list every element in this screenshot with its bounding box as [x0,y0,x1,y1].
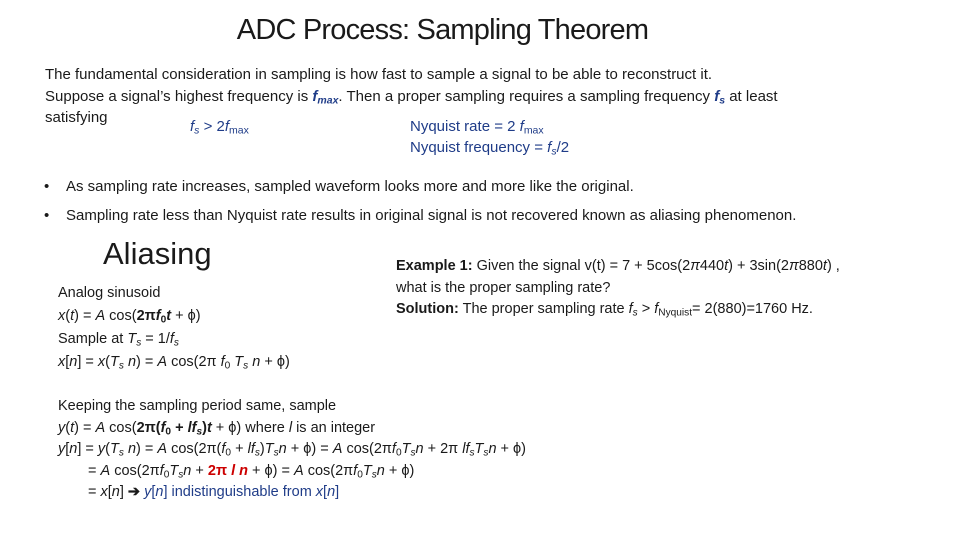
formula-fragment: n [278,441,287,457]
discrete-equation [58,352,290,372]
formula-fragment: [ [107,484,112,500]
formula-fragment: π [789,258,799,274]
formula-fragment: 2π [136,308,156,324]
formula-fragment: cos(2π [303,463,354,479]
formula-fragment: ) , [826,258,840,274]
analog-equation [58,306,201,326]
formula-fragment: A [294,463,304,479]
formula-fragment: Sample at [58,331,128,347]
formula-fragment: [ [65,354,70,370]
formula-fragment: ( [105,441,111,457]
formula-fragment: n [155,484,164,500]
formula-fragment: ] = [77,354,98,370]
formula-fragment: 2π [207,463,232,479]
formula-fragment: cos( [105,420,137,436]
formula-fragment: Example 1: [396,258,473,274]
formula-fragment: t [206,420,212,436]
formula-fragment: T [362,463,372,479]
formula-fragment: t [166,308,172,324]
formula-fragment: ( [105,354,111,370]
aliasing-heading: Aliasing [103,236,212,271]
formula-fragment: + ϕ) [260,354,290,370]
formula-fragment: T [474,441,484,457]
sample-period-equation [58,329,179,349]
formula-fragment: 0 [225,447,232,459]
keeping-line-4 [88,461,414,481]
bullet-item: • As sampling rate increases, sampled waveform looks more and more like the original. [44,178,634,195]
formula-fragment: cos(2π [167,354,221,370]
formula-fragment: t [70,420,75,436]
formula-fragment: s [173,337,179,349]
formula-fragment: t [724,258,729,274]
formula-fragment: ] indistinguishable from [163,484,316,500]
formula-fragment: t [70,308,75,324]
formula-fragment: Solution: [396,301,459,317]
formula-fragment: The proper sampling rate [458,301,629,317]
formula-fragment: n [69,354,78,370]
formula-fragment: t [822,258,827,274]
keeping-line-1 [58,396,336,416]
formula-fragment: 0 [160,314,167,326]
fmax-symbol: $f_{max}$ [312,88,339,107]
bullet-marker: • [44,178,50,195]
formula-fragment: [ [323,484,328,500]
formula-fragment: y [144,484,152,500]
formula-fragment: = [88,463,101,479]
formula-fragment: 0 [163,469,170,481]
formula-fragment: 0 [395,447,402,459]
formula-fragment: + ϕ) where [211,420,289,436]
formula-fragment: + ϕ) [496,441,527,457]
formula-fragment: T [110,441,119,457]
formula-fragment: s [118,447,124,459]
formula-fragment: n [327,484,336,500]
formula-fragment: + ϕ) = [286,441,333,457]
formula-fragment: f [628,301,633,317]
formula-fragment: + [191,463,208,479]
formula-fragment: is an integer [292,420,376,436]
formula-fragment: x [315,484,324,500]
formula-fragment: s [118,360,124,372]
formula-fragment: y [97,441,106,457]
formula-fragment: = 2(880)=1760 Hz. [692,301,813,317]
formula-fragment: [ [65,441,70,457]
formula-fragment: x [58,308,66,324]
formula-fragment: A [95,308,106,324]
formula-fragment: T [110,354,119,370]
formula-fragment: cos(2π( [167,441,222,457]
formula-fragment: A [100,463,111,479]
formula-fragment: ) + 3sin(2 [728,258,789,274]
keeping-line-5 [88,482,339,502]
formula-fragment: T [169,463,179,479]
formula-fragment: + 2π [423,441,463,457]
formula-fragment: A [332,441,343,457]
sampling-inequality: $f_s > 2f_{max}$ [190,118,249,137]
formula-fragment: > [637,301,655,317]
formula-fragment: n [376,463,385,479]
formula-fragment: ) [202,420,207,436]
formula-fragment: T [264,441,274,457]
formula-fragment: + [231,441,248,457]
bullet-marker: • [44,207,50,224]
formula-fragment: n [415,441,424,457]
formula-fragment: ) = [74,308,96,324]
intro-line-3: satisfying [45,109,108,126]
formula-fragment: + ϕ) [384,463,415,479]
intro-line-2: Suppose a signal’s highest frequency is $f_{max}$. Then a proper sampling requires a sampling frequency $f_s$ at least [45,88,778,107]
formula-fragment: T [127,331,137,347]
formula-fragment: s [632,307,638,319]
formula-fragment: ) = [74,420,96,436]
formula-fragment: + ϕ) = [248,463,294,479]
formula-fragment: s [273,447,279,459]
formula-fragment: cos(2π [342,441,392,457]
formula-fragment: ) = [136,441,158,457]
formula-fragment: cos(2π [110,463,160,479]
formula-fragment: f [654,301,659,317]
formula-fragment: 880 [798,258,823,274]
formula-fragment: f [169,331,174,347]
slide-title: ADC Process: Sampling Theorem [236,14,649,46]
formula-fragment: n [488,441,497,457]
formula-fragment: + [171,420,188,436]
formula-fragment: lf [462,441,470,457]
formula-fragment: n [123,354,137,370]
formula-fragment: n [123,441,137,457]
formula-fragment: s [243,360,249,372]
formula-fragment: [ [151,484,156,500]
formula-fragment: f [160,420,166,436]
formula-fragment: l n [231,463,248,479]
formula-fragment: T [401,441,411,457]
formula-fragment: s [136,337,142,349]
nyquist-rate: Nyquist rate = 2 $f_{max}$ [410,118,544,137]
formula-fragment: ] = [77,441,98,457]
formula-fragment: 0 [224,360,231,372]
formula-fragment: f [159,463,164,479]
formula-fragment: ) [259,441,265,457]
formula-fragment: T [230,354,244,370]
analog-sinusoid-label: Analog sinusoid [58,285,161,301]
solution-line [396,299,813,319]
formula-fragment: x [100,484,108,500]
formula-fragment: f [220,354,225,370]
formula-fragment: Keeping the sampling period same, sample [58,398,337,414]
formula-fragment: n [183,463,192,479]
formula-fragment: s [178,469,184,481]
formula-fragment: Given the signal v(t) = 7 + 5cos(2 [472,258,691,274]
formula-fragment: y [58,420,66,436]
formula-fragment: cos( [105,308,137,324]
formula-fragment: + ϕ) [171,308,201,324]
example-line-1 [396,256,840,276]
formula-fragment: n [69,441,78,457]
example-line-2 [396,278,610,298]
formula-fragment: s [371,469,377,481]
formula-fragment: 2π( [136,420,161,436]
formula-fragment: 0 [357,469,363,481]
formula-fragment: ( [65,420,71,436]
formula-fragment: π [690,258,700,274]
formula-fragment: ] [119,484,128,500]
formula-fragment: lf [247,441,255,457]
formula-fragment: s [410,447,416,459]
formula-fragment: f [155,308,161,324]
nyquist-frequency: Nyquist frequency = $f_s/2$ [410,139,570,158]
intro-line-1: The fundamental consideration in sampling is how fast to sample a signal to be able to reconstruct it. [45,66,713,83]
formula-fragment: what is the proper sampling rate? [396,280,611,296]
formula-fragment: l [288,420,293,436]
formula-fragment: s [196,426,203,438]
formula-fragment: A [157,354,168,370]
formula-fragment: f [391,441,396,457]
formula-fragment: = [88,484,101,500]
formula-fragment: A [157,441,168,457]
formula-fragment: ) = [136,354,158,370]
formula-fragment: s [469,447,475,459]
formula-fragment: x [97,354,106,370]
formula-fragment: 440 [699,258,725,274]
formula-fragment: y [58,441,66,457]
formula-fragment: f [221,441,226,457]
formula-fragment: x [58,354,66,370]
formula-fragment: A [95,420,106,436]
formula-fragment: s [254,447,260,459]
formula-fragment: Nyquist [658,307,693,319]
formula-fragment: f [353,463,358,479]
bullet-item: • Sampling rate less than Nyquist rate results in original signal is not recovered known as aliasing phenomenon. [44,207,797,224]
formula-fragment: 0 [165,426,172,438]
keeping-line-2 [58,418,375,438]
formula-fragment: ] [335,484,340,500]
formula-fragment: lf [187,420,197,436]
formula-fragment: ➔ [127,484,141,500]
formula-fragment: = 1/ [141,331,170,347]
fs-symbol: $f_s$ [714,88,726,107]
formula-fragment: n [248,354,261,370]
formula-fragment: s [483,447,489,459]
keeping-line-3 [58,439,526,459]
formula-fragment: n [111,484,120,500]
formula-fragment: ( [65,308,71,324]
